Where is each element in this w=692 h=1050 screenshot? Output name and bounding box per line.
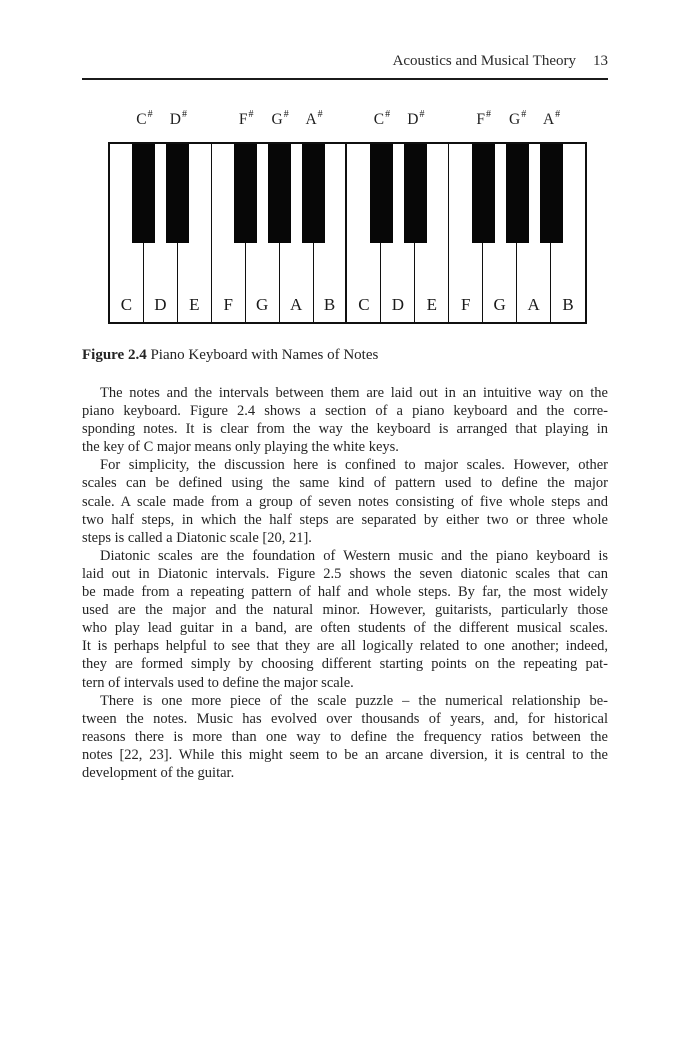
black-key-a-sharp-9	[540, 144, 563, 243]
figure-caption-label: Figure 2.4	[82, 347, 147, 363]
paragraph-3	[82, 547, 608, 692]
paragraph-1	[82, 384, 608, 456]
paragraph-2	[82, 456, 608, 546]
black-key-label: G#	[271, 109, 289, 129]
body-text	[82, 384, 608, 782]
text-line: development of the guitar.	[82, 764, 235, 781]
text-line: reasons there is more than one way to define the frequency ratios between the	[82, 728, 608, 745]
text-line: scale. A scale made from a group of seven notes consisting of five whole steps and	[82, 493, 608, 510]
black-key-f-sharp-2	[234, 144, 257, 243]
text-line: It is perhaps helpful to see that they are all logically related to one another; indeed,	[82, 638, 608, 655]
black-key-label: D#	[407, 109, 425, 129]
text-line: steps is called a Diatonic scale [20, 21].	[82, 529, 312, 546]
text-line: tween the notes. Music has evolved over thousands of years, and, for historical	[82, 710, 608, 727]
black-key-label: D#	[169, 109, 187, 129]
black-key-label: A#	[542, 109, 561, 129]
black-key-d-sharp-1	[166, 144, 189, 243]
text-line: who play lead guitar in a band, are often students of the different musical scales.	[82, 620, 608, 637]
black-key-g-sharp-3	[268, 144, 291, 243]
white-key-label: F	[461, 295, 471, 314]
white-key-label: C	[120, 295, 133, 314]
text-line: sponding notes. It is clear from the way the keyboard is arranged that playing in	[82, 421, 608, 438]
white-key-label: C	[358, 295, 370, 314]
text-line: two half steps, in which the half steps are separated by either two or three whole	[82, 511, 608, 528]
white-key-label: G	[256, 295, 269, 314]
black-key-label: G#	[509, 109, 527, 129]
text-line: laid out in Diatonic intervals. Figure 2.5 shows the seven diatonic scales that can	[82, 565, 608, 582]
text-line: Diatonic scales are the foundation of Western music and the piano keyboard is	[100, 547, 608, 564]
white-key-label: E	[189, 295, 200, 314]
black-key-g-sharp-8	[506, 144, 529, 243]
text-line: they are formed simply by choosing different starting points on the repeating pat-	[82, 656, 608, 673]
white-key-label: B	[323, 295, 336, 314]
text-line: notes [22, 23]. While this might seem to be an arcane diversion, it is central to the	[82, 746, 608, 763]
white-key-label: D	[154, 295, 167, 314]
black-key-label: C#	[136, 109, 153, 129]
running-head-title: Acoustics and Musical Theory	[392, 53, 576, 69]
black-key-label: C#	[373, 109, 391, 129]
text-line: the key of C major means only playing the white keys.	[82, 439, 399, 456]
running-header	[82, 53, 608, 70]
black-key-d-sharp-6	[404, 144, 427, 243]
piano-keyboard	[108, 142, 587, 324]
figure-caption	[82, 347, 608, 364]
text-line: piano keyboard. Figure 2.4 shows a section of a piano keyboard and the corre-	[82, 403, 608, 420]
white-key-label: D	[391, 295, 405, 314]
black-key-label: A#	[305, 109, 323, 129]
black-key-label: F#	[238, 109, 254, 129]
text-line: There is one more piece of the scale puzzle – the numerical relationship be-	[100, 692, 608, 709]
white-key-label: G	[493, 295, 506, 314]
black-key-c-sharp-0	[132, 144, 155, 243]
text-line: be made from a repeating pattern of half and whole steps. By far, the most widely	[82, 584, 608, 601]
black-key-labels-row	[110, 110, 585, 138]
page-number: 13	[593, 53, 608, 69]
text-line: used are the major and the natural minor. However, guitarists, particularly those	[82, 602, 608, 619]
text-line: scales can be defined using the same kind of pattern used to define the major	[82, 475, 608, 492]
white-key-label: A	[289, 295, 303, 314]
white-key-label: A	[527, 295, 540, 314]
black-key-c-sharp-5	[370, 144, 393, 243]
black-key-label: F#	[476, 109, 492, 129]
header-rule	[82, 78, 608, 80]
black-key-f-sharp-7	[472, 144, 495, 243]
black-keys-layer	[110, 144, 585, 322]
text-line: tern of intervals used to define the major scale.	[82, 674, 354, 691]
white-key-label: F	[223, 295, 233, 314]
white-key-label: E	[426, 295, 437, 314]
text-line: For simplicity, the discussion here is confined to major scales. However, other	[100, 457, 608, 474]
black-key-a-sharp-4	[302, 144, 325, 243]
text-line: The notes and the intervals between them are laid out in an intuitive way on the	[100, 385, 608, 401]
white-key-label: B	[562, 295, 574, 314]
paragraph-4	[82, 692, 608, 782]
figure-caption-text: Piano Keyboard with Names of Notes	[146, 347, 379, 363]
